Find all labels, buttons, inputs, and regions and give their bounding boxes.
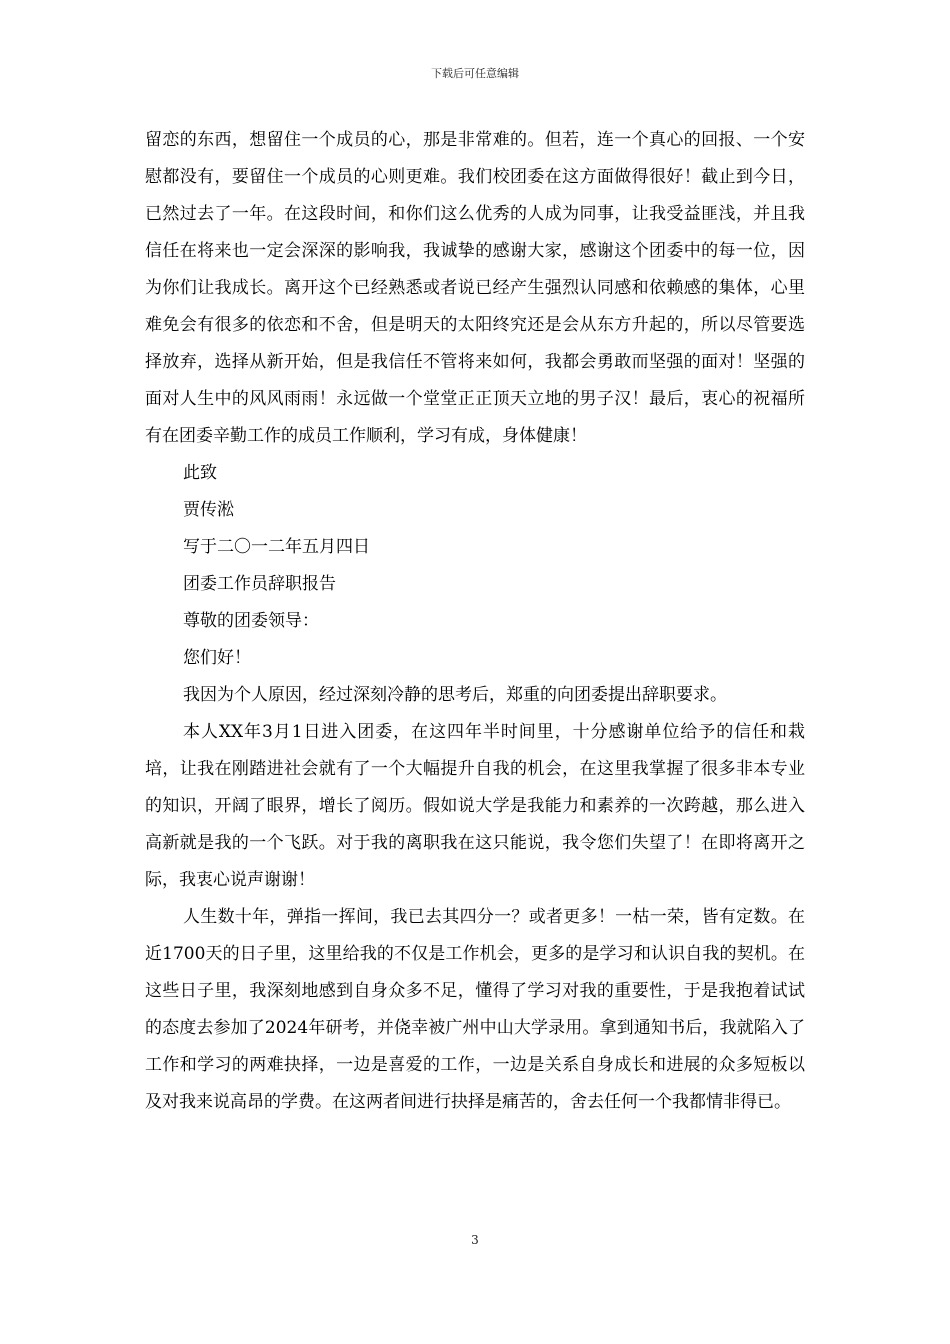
paragraph-closing: 此致	[183, 463, 217, 483]
paragraph-signature: 贾传淞	[183, 500, 234, 520]
paragraph-greeting: 您们好！	[183, 648, 251, 668]
document-title: 团委工作员辞职报告	[183, 574, 336, 594]
page-number: 3	[471, 1233, 479, 1247]
paragraph-farewell-body: 留恋的东西，想留住一个成员的心，那是非常难的。但若，连一个真心的回报、一个安慰都没有，要留住一个成员的心则更难。我们校团委在这方面做得很好！截止到今日，已然过去了一年。在这段时间，和你们这么优秀的人成为同事，让我受益匪浅，并且我信任在将来也一定会深深的影响我，我诚挚的感谢大家，感谢这个团委中的每一位，因为你们让我成长。离开这个已经熟悉或者说已经产生强烈认同感和依赖感的集体，心里难免会有很多的依恋和不舍，但是明天的太阳终究还是会从东方升起的，所以尽管要选择放弃，选择从新开始，但是我信任不管将来如何，我都会勇敢而坚强的面对！坚强的面对人生中的风风雨雨！永远做一个堂堂正正顶天立地的男子汉！最后，衷心的祝福所有在团委辛勤工作的成员工作顺利，学习有成，身体健康！	[145, 130, 805, 446]
page-header: 下载后可任意编辑	[431, 67, 519, 80]
paragraph-experience: 本人XX年3月1日进入团委，在这四年半时间里，十分感谢单位给予的信任和栽培，让我在刚踏进社会就有了一个大幅提升自我的机会，在这里我掌握了很多非本专业的知识，开阔了眼界，增长了阅历。假如说大学是我能力和素养的一次跨越，那么进入高新就是我的一个飞跃。对于我的离职我在这只能说，我令您们失望了！在即将离开之际，我衷心说声谢谢！	[145, 722, 805, 890]
document-body	[145, 122, 805, 1121]
paragraph-salutation: 尊敬的团委领导：	[183, 611, 319, 631]
paragraph-reflection: 人生数十年，弹指一挥间，我已去其四分一？或者更多！一枯一荣，皆有定数。在近1700天的日子里，这里给我的不仅是工作机会，更多的是学习和认识自我的契机。在这些日子里，我深刻地感到自身众多不足，懂得了学习对我的重要性，于是我抱着试试的态度去参加了2024年研考，并侥幸被广州中山大学录用。拿到通知书后，我就陷入了工作和学习的两难抉择，一边是喜爱的工作，一边是关系自身成长和进展的众多短板以及对我来说高昂的学费。在这两者间进行抉择是痛苦的，舍去任何一个我都情非得已。	[145, 907, 805, 1112]
paragraph-resignation-request: 我因为个人原因，经过深刻冷静的思考后，郑重的向团委提出辞职要求。	[183, 685, 727, 705]
paragraph-date: 写于二〇一二年五月四日	[183, 537, 370, 557]
